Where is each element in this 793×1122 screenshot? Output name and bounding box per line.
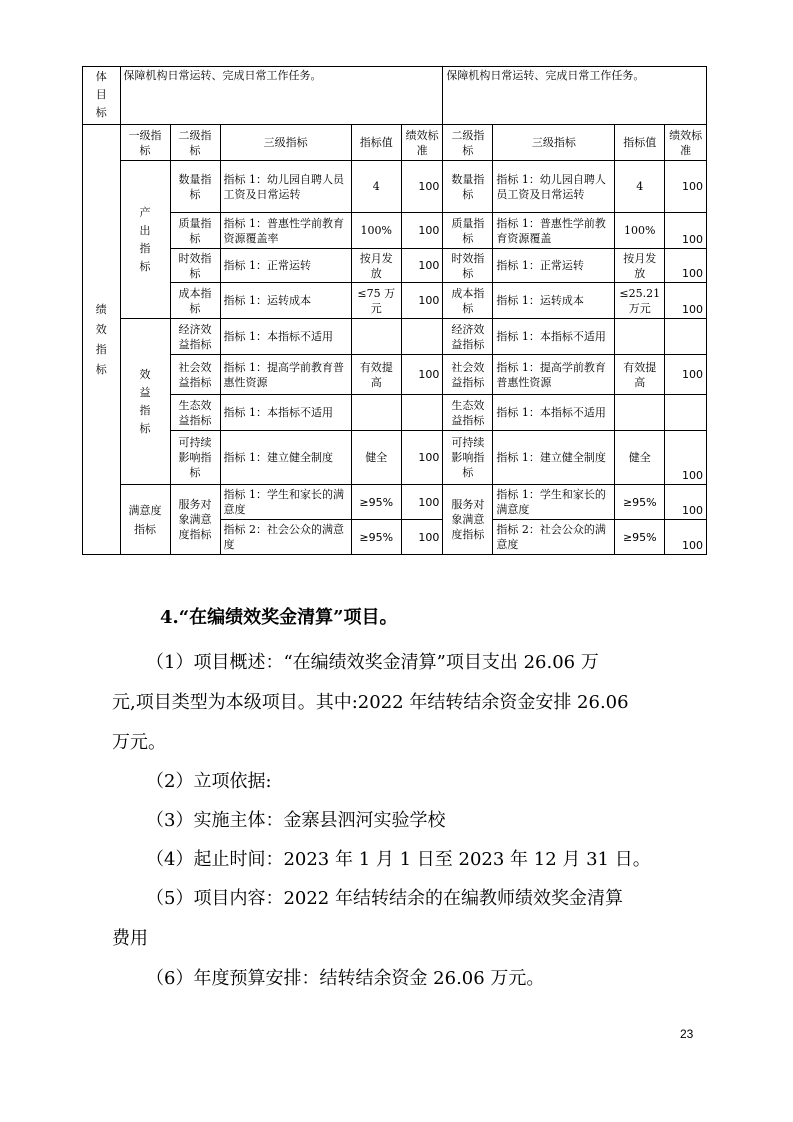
- para-implementer: （3）实施主体：金寨县泗河实验学校: [146, 810, 446, 831]
- table-cell: 成本指标: [443, 283, 493, 319]
- group-output-cell: [120, 161, 170, 319]
- table-cell: 指标 1：运转成本: [220, 283, 351, 319]
- table-cell: 有效提高: [351, 355, 401, 395]
- group-satisfaction-cell: [120, 485, 170, 555]
- table-cell: 社会效益指标: [443, 355, 493, 395]
- group-output-label: 产出指标: [139, 205, 151, 273]
- table-cell: 指标 1：普惠性学前教育资源覆盖率: [220, 213, 351, 249]
- table-cell: ≤25.21 万元: [615, 283, 665, 319]
- table-cell: 指标 1：学生和家长的满意度: [220, 485, 351, 520]
- table-cell: [401, 319, 443, 355]
- goal-label-cell: [83, 67, 121, 125]
- table-cell: 100: [401, 283, 443, 319]
- header-cell: 二级指标: [443, 125, 493, 161]
- table-cell: [351, 395, 401, 431]
- table-cell: [615, 319, 665, 355]
- group-benefit-label: 效益指标: [139, 367, 151, 435]
- table-cell: 成本指标: [170, 283, 220, 319]
- para-overview-line1: （1）项目概述：“在编绩效奖金清算”项目支出 26.06 万: [146, 652, 599, 673]
- table-cell: 100%: [351, 213, 401, 249]
- table-cell: 100: [401, 431, 443, 485]
- table-cell: 指标 1：正常运转: [220, 249, 351, 283]
- table-cell: 指标 1：运转成本: [493, 283, 615, 319]
- table-cell: 100: [665, 213, 707, 249]
- table-cell: ≥95%: [351, 520, 401, 555]
- table-cell: 数量指标: [170, 161, 220, 213]
- table-cell: ≥95%: [615, 485, 665, 520]
- table-cell: 指标 1：本指标不适用: [493, 319, 615, 355]
- table-cell: 指标 1：建立健全制度: [493, 431, 615, 485]
- table-cell: 100: [665, 249, 707, 283]
- table-cell: 按月发放: [351, 249, 401, 283]
- table-cell: [401, 395, 443, 431]
- header-cell: 二级指标: [170, 125, 220, 161]
- table-cell: 按月发放: [615, 249, 665, 283]
- table-cell: 生态效益指标: [170, 395, 220, 431]
- table-cell: 可持续影响指标: [443, 431, 493, 485]
- table-cell: 健全: [351, 431, 401, 485]
- page-number: 23: [680, 1027, 694, 1041]
- table-cell: 指标 1：提高学前教育普惠性资源: [493, 355, 615, 395]
- table-cell: 时效指标: [170, 249, 220, 283]
- table-cell: 指标 1：幼儿园自聘人员工资及日常运转: [220, 161, 351, 213]
- table-cell: 健全: [615, 431, 665, 485]
- table-cell: 100: [401, 520, 443, 555]
- header-cell: 三级指标: [220, 125, 351, 161]
- table-cell: 100%: [615, 213, 665, 249]
- table-cell: 数量指标: [443, 161, 493, 213]
- table-cell: 指标 2：社会公众的满意度: [493, 520, 615, 555]
- table-cell: [665, 319, 707, 355]
- table-cell: 4: [615, 161, 665, 213]
- table-cell: 100: [665, 161, 707, 213]
- para-period: （4）起止时间：2023 年 1 月 1 日至 2023 年 12 月 31 日。: [146, 849, 651, 870]
- para-overview-line2: 元,项目类型为本级项目。其中:2022 年结转结余资金安排 26.06: [112, 692, 629, 713]
- para-overview-line3: 万元。: [112, 732, 166, 753]
- table-cell: 100: [665, 431, 707, 485]
- table-cell: 指标 1：本指标不适用: [493, 395, 615, 431]
- header-cell: 绩效标准: [401, 125, 443, 161]
- table-cell: 质量指标: [170, 213, 220, 249]
- goal-text-right: 保障机构日常运转、完成日常工作任务。: [443, 67, 707, 125]
- table-cell: 4: [351, 161, 401, 213]
- table-cell: [615, 395, 665, 431]
- table-cell: 100: [401, 161, 443, 213]
- para-basis: （2）立项依据:: [146, 771, 272, 792]
- para-budget: （6）年度预算安排：结转结余资金 26.06 万元。: [146, 968, 545, 989]
- para-content-line2: 费用: [112, 928, 148, 949]
- table-cell: ≥95%: [351, 485, 401, 520]
- group-satisfaction-label: 满意度指标: [128, 503, 162, 536]
- table-cell: 100: [665, 485, 707, 520]
- table-cell: [665, 395, 707, 431]
- perf-label: 绩效指标: [95, 302, 107, 376]
- group-benefit-cell: [120, 319, 170, 485]
- header-cell: 指标值: [615, 125, 665, 161]
- goal-text-left: 保障机构日常运转、完成日常工作任务。: [120, 67, 443, 125]
- perf-label-cell: [83, 125, 121, 555]
- table-cell: [351, 319, 401, 355]
- header-cell: 三级指标: [493, 125, 615, 161]
- table-cell: 指标 1：学生和家长的满意度: [493, 485, 615, 520]
- header-cell: 绩效标准: [665, 125, 707, 161]
- section-heading: 4.“在编绩效奖金清算”项目。: [160, 607, 398, 628]
- table-cell: 指标 1：普惠性学前教育资源覆盖: [493, 213, 615, 249]
- table-cell: 100: [401, 355, 443, 395]
- table-cell: 指标 1：建立健全制度: [220, 431, 351, 485]
- para-content-line1: （5）项目内容：2022 年结转结余的在编教师绩效奖金清算: [146, 888, 623, 909]
- performance-table: [82, 66, 707, 555]
- table-cell: 经济效益指标: [170, 319, 220, 355]
- table-cell: 指标 2：社会公众的满意度: [220, 520, 351, 555]
- header-cell: 指标值: [351, 125, 401, 161]
- table-cell: 100: [401, 213, 443, 249]
- table-cell: 质量指标: [443, 213, 493, 249]
- table-cell: 经济效益指标: [443, 319, 493, 355]
- table-cell: 可持续影响指标: [170, 431, 220, 485]
- table-cell: 服务对象满意度指标: [170, 485, 220, 555]
- table-cell: 100: [665, 520, 707, 555]
- table-cell: 100: [401, 249, 443, 283]
- table-cell: 100: [665, 283, 707, 319]
- table-cell: 指标 1：本指标不适用: [220, 319, 351, 355]
- table-cell: 社会效益指标: [170, 355, 220, 395]
- table-cell: 服务对象满意度指标: [443, 485, 493, 555]
- header-cell: 一级指标: [120, 125, 170, 161]
- table-cell: 时效指标: [443, 249, 493, 283]
- table-cell: 100: [665, 355, 707, 395]
- table-cell: 指标 1：本指标不适用: [220, 395, 351, 431]
- table-cell: 有效提高: [615, 355, 665, 395]
- goal-label: 体目标: [95, 70, 107, 119]
- table-cell: ≤75 万元: [351, 283, 401, 319]
- table-cell: 指标 1：提高学前教育普惠性资源: [220, 355, 351, 395]
- table-cell: 指标 1：幼儿园自聘人员工资及日常运转: [493, 161, 615, 213]
- table-cell: ≥95%: [615, 520, 665, 555]
- table-cell: 生态效益指标: [443, 395, 493, 431]
- table-cell: 指标 1：正常运转: [493, 249, 615, 283]
- table-cell: 100: [401, 485, 443, 520]
